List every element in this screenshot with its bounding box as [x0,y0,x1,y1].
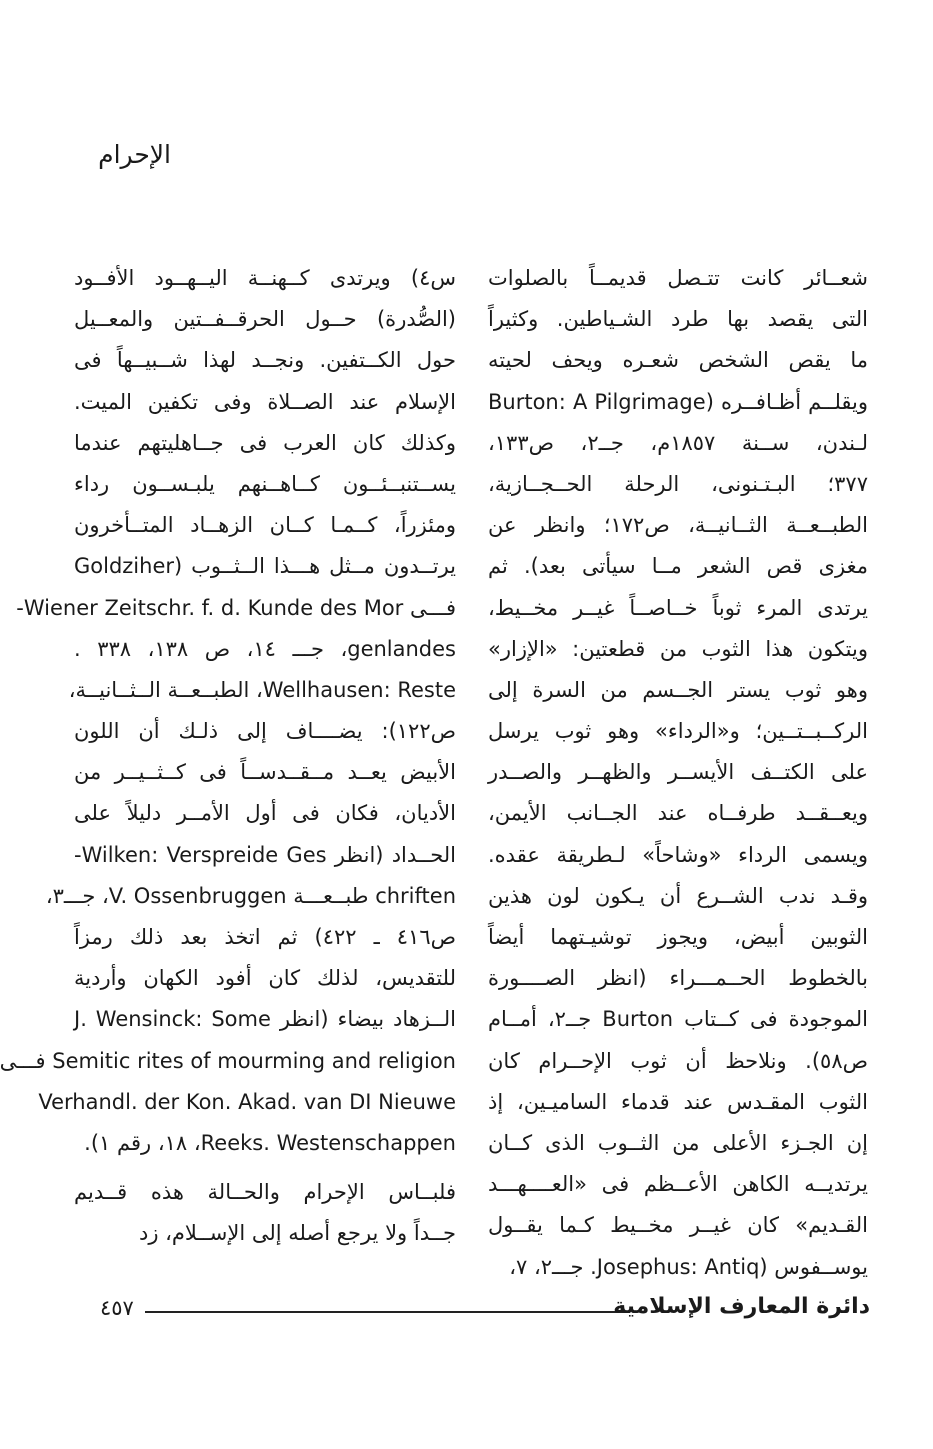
paragraph-gap [74,1164,456,1172]
text-line: الموجودة فى كــتاب Burton جــ٢، أمــام [488,1007,868,1032]
text-line: الطبــعــة الثــانيــة، ص١٧٢؛ وانظر عن [488,513,868,538]
text-line: وكذلك كان العرب فى جــاهليتهم عندما [74,430,456,455]
text-line: القـديم» كان غيــر مخــيط كـما يقــول [488,1213,868,1238]
text-line: الإسلام عند الصــلاة وفى تكفين الميت. [74,389,456,414]
text-line: مغزى قص الشعر مــا سيأتى بعد). ثم [488,554,868,579]
text-line: يرتديــه الكاهن الأعــظم فى «العــــهـــد [488,1172,868,1197]
text-line: ص٥٨). ونلاحظ أن ثوب الإحــرام كان [488,1048,868,1073]
text-line: يوســفوس (Josephus: Antiq. جـــ٢، ٧، [509,1254,868,1279]
text-line: ٣٧٧؛ البـتـنونى، الرحلة الحــجــازية، [488,471,868,496]
text-line: س٤) ويرتدى كــهنــة اليــهــود الأفــود [74,266,456,290]
left-paragraph-2 [74,1172,456,1254]
text-line: الأبيض يعــد مــقــدســاً فى كــثــيــر من [74,760,456,785]
text-line: ويسمى الرداء «وشاحاً» لـطريقة عقده. [488,842,868,867]
text-line: ومئزراً، كــمـا كــان الزهــاد المتــأخرون [74,513,456,538]
text-line: لـندن، ســنة ١٨٥٧م، جــ٢، ص١٣٣، [488,430,868,455]
text-line: للتقديس، لذلك كان أفود الكهان وأردية [74,966,456,991]
text-line: Verhandl. der Kon. Akad. van DI Nieuwe [38,1089,456,1114]
right-column [488,258,868,1288]
text-line: Reeks. Westenschappen، ١٨، رقم ١). [84,1130,456,1155]
running-title: الإحرام [98,140,171,169]
text-line: الثوب المقـدس عند قدماء الساميـين، إذ [488,1089,868,1114]
text-line: على الكتــف الأيســر والظهــر والصــدر [488,760,868,785]
text-line: ما يقص الشخص شعـره ويحف لحيته [488,348,868,373]
text-line: ص٤١٦ ـ ٤٢٢) ثم اتخذ بعد ذلك رمزاً [74,925,456,949]
text-line: يرتــدون مــثل هـــذا الــثــوب (Goldziher [74,554,456,579]
text-line: شعــائر كانت تتـصل قديمــاً بالصلوات [488,266,868,290]
text-line: وقـد ندب الشــرع أن يـكون لون هذين [488,883,868,908]
text-line: ويتكون هذا الثوب من قطعتين: «الإزار» [488,636,868,661]
text-line: إن الجـزء الأعلى من الثــوب الذى كــان [488,1130,868,1155]
text-line: ص١٢٢): يضــــاف إلى ذلـك أن اللون [74,719,456,744]
text-line: بالخطوط الحــمـــراء (انظر الصــــورة [488,966,868,991]
text-line: وهو ثوب يستر الجــسم من السرة إلى [488,677,868,702]
journal-title: دائرة المعارف الإسلامية [613,1294,870,1319]
left-paragraph-1 [0,258,457,1164]
text-line: الركــبــتــين؛ و«الرداء» وهو ثوب يرسل [488,719,868,744]
text-line: genlandes، جـــ ١٤، ص ١٣٨، ٣٣٨ . [74,636,456,661]
text-line: chriften طبــعـــة V. Ossenbruggen، جـــ٣، [45,883,456,908]
text-line: يســتنبــئــون كــاهــنهم يلبـســون رداء [74,471,456,496]
footer-rule [145,1311,630,1313]
page-number: ٤٥٧ [100,1296,134,1320]
text-line: فـــى Wiener Zeitschr. f. d. Kunde des Mor- [16,595,456,620]
text-line: ويقلــم أظـافــره (Burton: A Pilgrimage [488,389,869,414]
text-line: جــداً ولا يرجع أصله إلى الإســلام، زد [138,1221,456,1246]
left-column [0,258,457,1255]
text-line: الحــداد (انظر Wilken: Verspreide Ges- [74,842,456,867]
text-line: فلبــاس الإحرام والحــالة هذه قــديم [74,1180,456,1205]
text-line: الثوبين أبيض، ويجوز توشيـتهما أيضاً [488,925,868,949]
page-footer [100,1292,870,1332]
text-line: حول الكــتفين. ونجــد لهذا شــبيــهاً فى [74,348,456,373]
text-line: التى يقصد بها طرد الشـياطين. وكثيراً [488,307,868,332]
text-line: Semitic rites of mourming and religion فـــى [0,1048,456,1073]
text-line: ويعــقــد طرفــاه عند الجــانب الأيمن، [488,801,868,826]
text-line: Wellhausen: Reste، الطبــعــة الــثــانيــة، [68,677,456,702]
text-line: الــزهاد بيضاء (انظر J. Wensinck: Some [74,1007,457,1032]
text-line: الأديان، فكان فى أول الأمــر دليلاً على [74,801,456,826]
text-line: يرتدى المرء ثوباً خــاصــاً غيــر مخــيط، [488,595,868,620]
text-line: (الصُّدرة) حــول الحرقــفــتين والمعــيل [74,307,456,332]
